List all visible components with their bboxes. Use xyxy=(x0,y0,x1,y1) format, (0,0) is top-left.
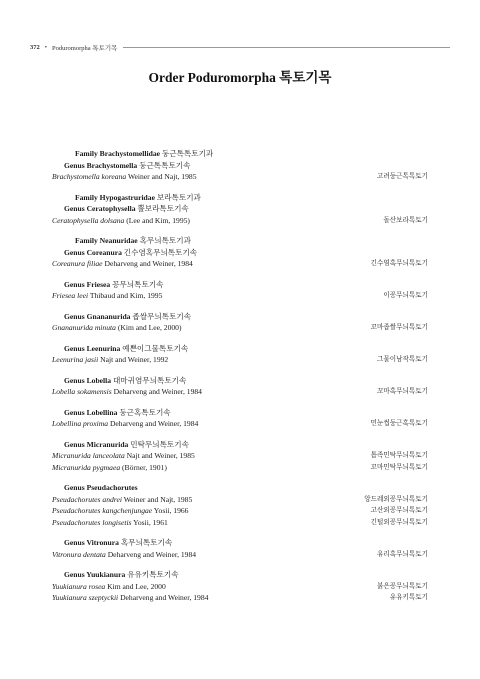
taxon-group xyxy=(52,482,428,528)
species-name: Ceratophysella dolsana xyxy=(52,215,125,225)
family-heading xyxy=(52,235,428,247)
species-author: Najt and Weiner, 1992 xyxy=(100,355,169,364)
species-author: Deharveng and Weiner, 1984 xyxy=(107,549,197,559)
species-korean-name: 고산외꽁무늬톡토기 xyxy=(370,507,428,514)
species-row xyxy=(52,592,428,604)
species-row xyxy=(52,517,428,529)
page-number: 372 xyxy=(30,43,40,51)
species-row xyxy=(52,581,428,593)
genus-korean-name: 좁쌀무늬톡토기속 xyxy=(132,311,192,321)
genus-korean-name: 민탁무늬톡토기속 xyxy=(130,439,189,449)
species-entry xyxy=(52,171,197,183)
genus-latin-name: Genus Yuukianura xyxy=(64,570,126,579)
genus-heading xyxy=(52,407,428,419)
genus-heading xyxy=(52,203,428,215)
species-row xyxy=(52,462,428,474)
species-entry xyxy=(52,549,196,561)
species-author: Najt and Weiner, 1985 xyxy=(126,451,195,460)
species-name: Friesea leei xyxy=(52,291,89,300)
genus-heading xyxy=(52,537,428,549)
genus-korean-name: 대마귀염무늬톡토기속 xyxy=(112,375,187,385)
genus-latin-name: Genus Vitronura xyxy=(64,538,119,547)
taxon-group xyxy=(52,235,428,270)
species-author: Weiner and Najt, 1985 xyxy=(123,494,193,504)
species-author: Yosii, 1966 xyxy=(153,506,189,515)
taxon-list xyxy=(52,148,428,613)
species-korean-name: 톱족민탁무늬톡토기 xyxy=(370,452,428,459)
genus-latin-name: Genus Friesea xyxy=(64,279,111,289)
species-korean-name: 붉은꽁무늬톡토기 xyxy=(377,582,428,590)
species-row xyxy=(52,258,428,270)
running-header xyxy=(30,41,450,53)
genus-heading xyxy=(52,247,428,259)
species-korean-name: 유유키톡토기 xyxy=(389,594,428,601)
species-author: Yosii, 1961 xyxy=(133,517,168,527)
species-name: Vitronura dentata xyxy=(52,549,106,559)
taxon-group xyxy=(52,569,428,604)
species-entry xyxy=(52,462,167,474)
species-row xyxy=(52,322,428,334)
genus-heading xyxy=(52,343,428,355)
species-entry xyxy=(52,517,168,529)
species-entry xyxy=(52,450,195,462)
genus-heading xyxy=(52,160,428,172)
genus-latin-name: Genus Pseudachorutes xyxy=(64,483,138,492)
species-author: Deharveng and Weiner, 1984 xyxy=(120,593,209,602)
family-korean-name: 혹무늬톡토기과 xyxy=(139,236,191,245)
species-entry xyxy=(52,290,162,302)
species-name: Yuukianura rosea xyxy=(52,581,106,591)
genus-latin-name: Genus Brachystomella xyxy=(64,160,138,170)
species-korean-name: 꼬마좁쌀무늬톡토기 xyxy=(370,324,428,331)
taxon-group xyxy=(52,375,428,398)
family-heading xyxy=(52,192,428,204)
genus-heading xyxy=(52,569,428,581)
species-name: Pseudachorutes longisetis xyxy=(52,517,132,527)
genus-korean-name: 긴수염혹무늬톡토기속 xyxy=(123,247,198,257)
species-korean-name: 고려둥근톡톡토기 xyxy=(377,173,428,180)
species-korean-name: 앙드레외꽁무늬톡토기 xyxy=(364,495,428,503)
genus-heading xyxy=(52,482,428,494)
species-row xyxy=(52,386,428,398)
family-korean-name: 둥근톡톡토기과 xyxy=(161,149,214,158)
species-korean-name: 돌산보라톡토기 xyxy=(383,216,428,224)
species-row xyxy=(52,549,428,561)
species-author: Deharveng and Weiner, 1984 xyxy=(104,259,193,268)
species-korean-name: 이꽁무늬톡토기 xyxy=(383,292,428,299)
species-author: Kim and Lee, 2000 xyxy=(107,581,166,591)
species-name: Yuukianura szeptyckii xyxy=(52,593,119,602)
family-latin-name: Family Neanuridae xyxy=(75,236,138,245)
genus-latin-name: Genus Lobella xyxy=(64,375,112,385)
genus-latin-name: Genus Micranurida xyxy=(64,439,129,449)
species-name: Micranurida lanceolata xyxy=(52,451,125,460)
species-entry xyxy=(52,494,192,506)
taxon-group xyxy=(52,407,428,430)
species-korean-name: 유리혹무늬톡토기 xyxy=(377,550,428,558)
species-name: Lobellina proxima xyxy=(52,419,109,428)
species-row xyxy=(52,505,428,517)
genus-heading xyxy=(52,279,428,291)
species-name: Gnananurida minuta xyxy=(52,323,116,332)
species-author: Deharveng and Weiner, 1984 xyxy=(109,419,199,428)
species-entry xyxy=(52,418,198,430)
species-name: Pseudachorutes kangchenjungae xyxy=(52,506,153,515)
genus-korean-name: 혹무늬톡토기속 xyxy=(120,538,173,547)
taxon-group xyxy=(52,311,428,334)
species-korean-name: 긴털외꽁무늬톡토기 xyxy=(370,518,428,526)
species-author: Deharveng and Weiner, 1984 xyxy=(113,387,202,396)
family-latin-name: Family Brachystomellidae xyxy=(75,149,160,158)
genus-korean-name: 유유키톡토기속 xyxy=(127,570,179,579)
family-latin-name: Family Hypogastruridae xyxy=(75,192,155,202)
genus-heading xyxy=(52,375,428,387)
species-name: Leenurina jasii xyxy=(52,355,99,364)
taxon-group xyxy=(52,537,428,560)
species-korean-name: 꼬마혹무늬톡토기 xyxy=(377,388,428,395)
species-korean-name: 긴수염혹무늬톡토기 xyxy=(370,260,428,267)
species-name: Pseudachorutes andrei xyxy=(52,494,122,504)
family-korean-name: 보라톡토기과 xyxy=(156,192,201,202)
species-entry xyxy=(52,322,182,334)
species-author: (Kim and Lee, 2000) xyxy=(117,323,182,332)
species-entry xyxy=(52,258,193,270)
taxon-group xyxy=(52,279,428,302)
genus-korean-name: 예쁜이그물톡토기속 xyxy=(122,343,189,353)
species-entry xyxy=(52,215,190,227)
genus-heading xyxy=(52,311,428,323)
header-rule xyxy=(123,47,450,48)
species-row xyxy=(52,215,428,227)
species-row xyxy=(52,418,428,430)
genus-korean-name: 둥근혹톡토기속 xyxy=(119,407,171,417)
genus-latin-name: Genus Coreanura xyxy=(64,247,122,257)
genus-latin-name: Genus Ceratophysella xyxy=(64,204,136,213)
species-entry xyxy=(52,386,202,398)
taxon-group xyxy=(52,439,428,474)
species-name: Micranurida pygmaea xyxy=(52,462,121,472)
taxon-group xyxy=(52,343,428,366)
family-heading xyxy=(52,148,428,160)
species-entry xyxy=(52,592,208,604)
taxon-group xyxy=(52,148,428,183)
species-author: Weiner and Najt, 1985 xyxy=(127,172,197,181)
species-row xyxy=(52,354,428,366)
species-row xyxy=(52,290,428,302)
species-name: Coreanura filiae xyxy=(52,259,103,268)
genus-latin-name: Genus Gnananurida xyxy=(64,311,131,321)
species-author: (Lee and Kim, 1995) xyxy=(126,215,190,225)
species-row xyxy=(52,450,428,462)
species-entry xyxy=(52,354,168,366)
taxon-group xyxy=(52,192,428,227)
running-title: Poduromorpha 톡토기목 xyxy=(52,44,118,52)
species-row xyxy=(52,171,428,183)
header-bullet: • xyxy=(44,43,48,51)
genus-latin-name: Genus Lobellina xyxy=(64,407,118,417)
page-title: Order Poduromorpha 톡토기목 xyxy=(148,70,332,85)
genus-heading xyxy=(52,439,428,451)
genus-korean-name: 꽁무늬톡토기속 xyxy=(112,279,164,289)
species-name: Lobella sokamensis xyxy=(52,387,112,396)
species-entry xyxy=(52,581,166,593)
species-author: (Börner, 1901) xyxy=(122,462,167,472)
species-name: Brachystomella koreana xyxy=(52,172,127,181)
genus-korean-name: 뿔보라톡토기속 xyxy=(137,204,189,213)
species-row xyxy=(52,494,428,506)
genus-korean-name: 둥근톡톡토기속 xyxy=(139,160,191,170)
species-korean-name: 민눈썹둥근혹톡토기 xyxy=(370,420,428,427)
genus-latin-name: Genus Leenurina xyxy=(64,343,121,353)
species-korean-name: 그물이남작톡토기 xyxy=(377,356,428,363)
species-korean-name: 꼬마민탁무늬톡토기 xyxy=(370,463,428,471)
species-author: Thibaud and Kim, 1995 xyxy=(89,291,163,300)
species-entry xyxy=(52,505,188,517)
